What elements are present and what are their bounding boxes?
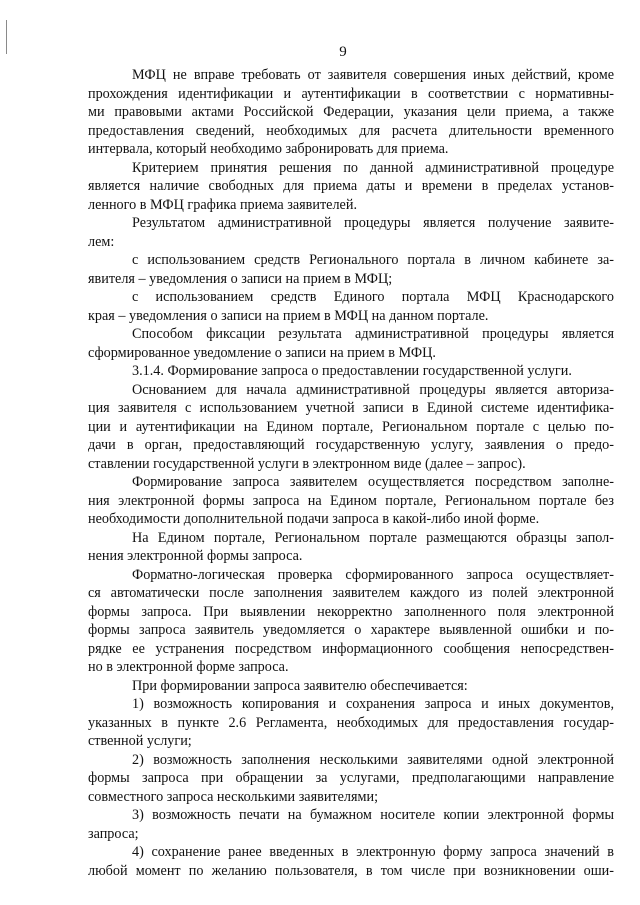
text-line: Критерием принятия решения по данной административной процедуре [132,159,614,176]
text-line: явителя – уведомления о записи на прием в МФЦ; [88,270,393,287]
text-line: края – уведомления о записи на прием в МФЦ на данном портале. [88,307,489,324]
text-line: лем: [88,233,115,250]
list-item-line: 3) возможность печати на бумажном носителе копии электронной формы [132,807,614,823]
text-line: с использованием средств Регионального портала в личном кабинете за- [132,252,614,268]
list-item-line: 1) возможность копирования и сохранения запроса и иных документов, [132,696,614,712]
text-line: интервала, который необходимо забронировать для приема. [88,141,449,157]
page-number: 9 [339,44,347,60]
list-item-line: формы запроса при обращении за услугами, предполагающими направление [88,770,614,786]
text-line: дачи в орган, предоставляющий государственную услугу, заявления о предо- [88,437,614,453]
text-line: Формирование запроса заявителем осуществляется посредством заполне- [132,474,614,490]
text-line: формы запроса. При выявлении некорректно заполненного поля электронной [88,603,614,620]
text-line: прохождения идентификации и аутентификации в соответствии с нормативны- [88,85,614,102]
list-item-line: 2) возможность заполнения несколькими заявителями одной электронной [132,751,614,768]
text-line: При формировании запроса заявителю обеспечивается: [132,677,468,694]
text-line: МФЦ не вправе требовать от заявителя совершения иных действий, кроме [132,67,614,83]
text-line: ся автоматически после заполнения заявителем каждого из полей электронной [88,585,614,601]
section-heading: 3.1.4. Формирование запроса о предоставлении государственной услуги. [132,363,572,379]
text-line: необходимости дополнительной подачи запроса в какой-либо иной форме. [88,511,540,527]
list-item-line: ственной услуги; [88,733,192,749]
text-line: Способом фиксации результата административной процедуры является [132,326,614,342]
text-line: предоставления сведений, необходимых для расчета длительности временного [88,122,614,139]
text-line: ставлении государственной услуги в электронном виде (далее – запрос). [88,455,526,472]
text-line: с использованием средств Единого портала МФЦ Краснодарского [132,289,614,305]
text-line: нения электронной формы запроса. [88,548,303,564]
text-line: Форматно-логическая проверка сформированного запроса осуществляет- [132,566,614,583]
text-line: ния электронной формы запроса на Едином портале, Региональном портале без [88,492,614,509]
text-line: Основанием для начала административной процедуры является авториза- [132,381,614,398]
list-item-line: совместного запроса несколькими заявителями; [88,788,379,805]
text-line: является наличие свободных для приема даты и времени в пределах установ- [88,178,614,194]
text-line: ленного в МФЦ графика приема заявителей. [88,196,357,213]
list-item-line: 4) сохранение ранее введенных в электронную форму запроса значений в [132,844,614,860]
text-line: формы запроса заявитель уведомляется о характере выявленной ошибки и по- [88,622,614,638]
text-line: рядке ее устранения посредством информационного сообщения непосредствен- [88,640,614,657]
text-line: ция заявителя с использованием учетной записи в Единой системе идентифика- [88,400,614,416]
list-item-line: указанных в пункте 2.6 Регламента, необходимых для предоставления государ- [88,714,614,731]
list-item-line: запроса; [88,825,139,842]
text-line: ции и аутентификации на Едином портале, Региональном портале с целью по- [88,418,614,435]
text-line: но в электронной форме запроса. [88,659,289,675]
list-item-line: любой момент по желанию пользователя, в том числе при возникновении оши- [88,862,614,879]
body-text [88,66,614,880]
text-line: На Едином портале, Региональном портале размещаются образцы запол- [132,529,614,546]
text-line: сформированное уведомление о записи на прием в МФЦ. [88,344,436,361]
text-line: Результатом административной процедуры является получение заявите- [132,215,614,231]
text-line: ми правовыми актами Российской Федерации, указания цели приема, а также [88,104,614,120]
